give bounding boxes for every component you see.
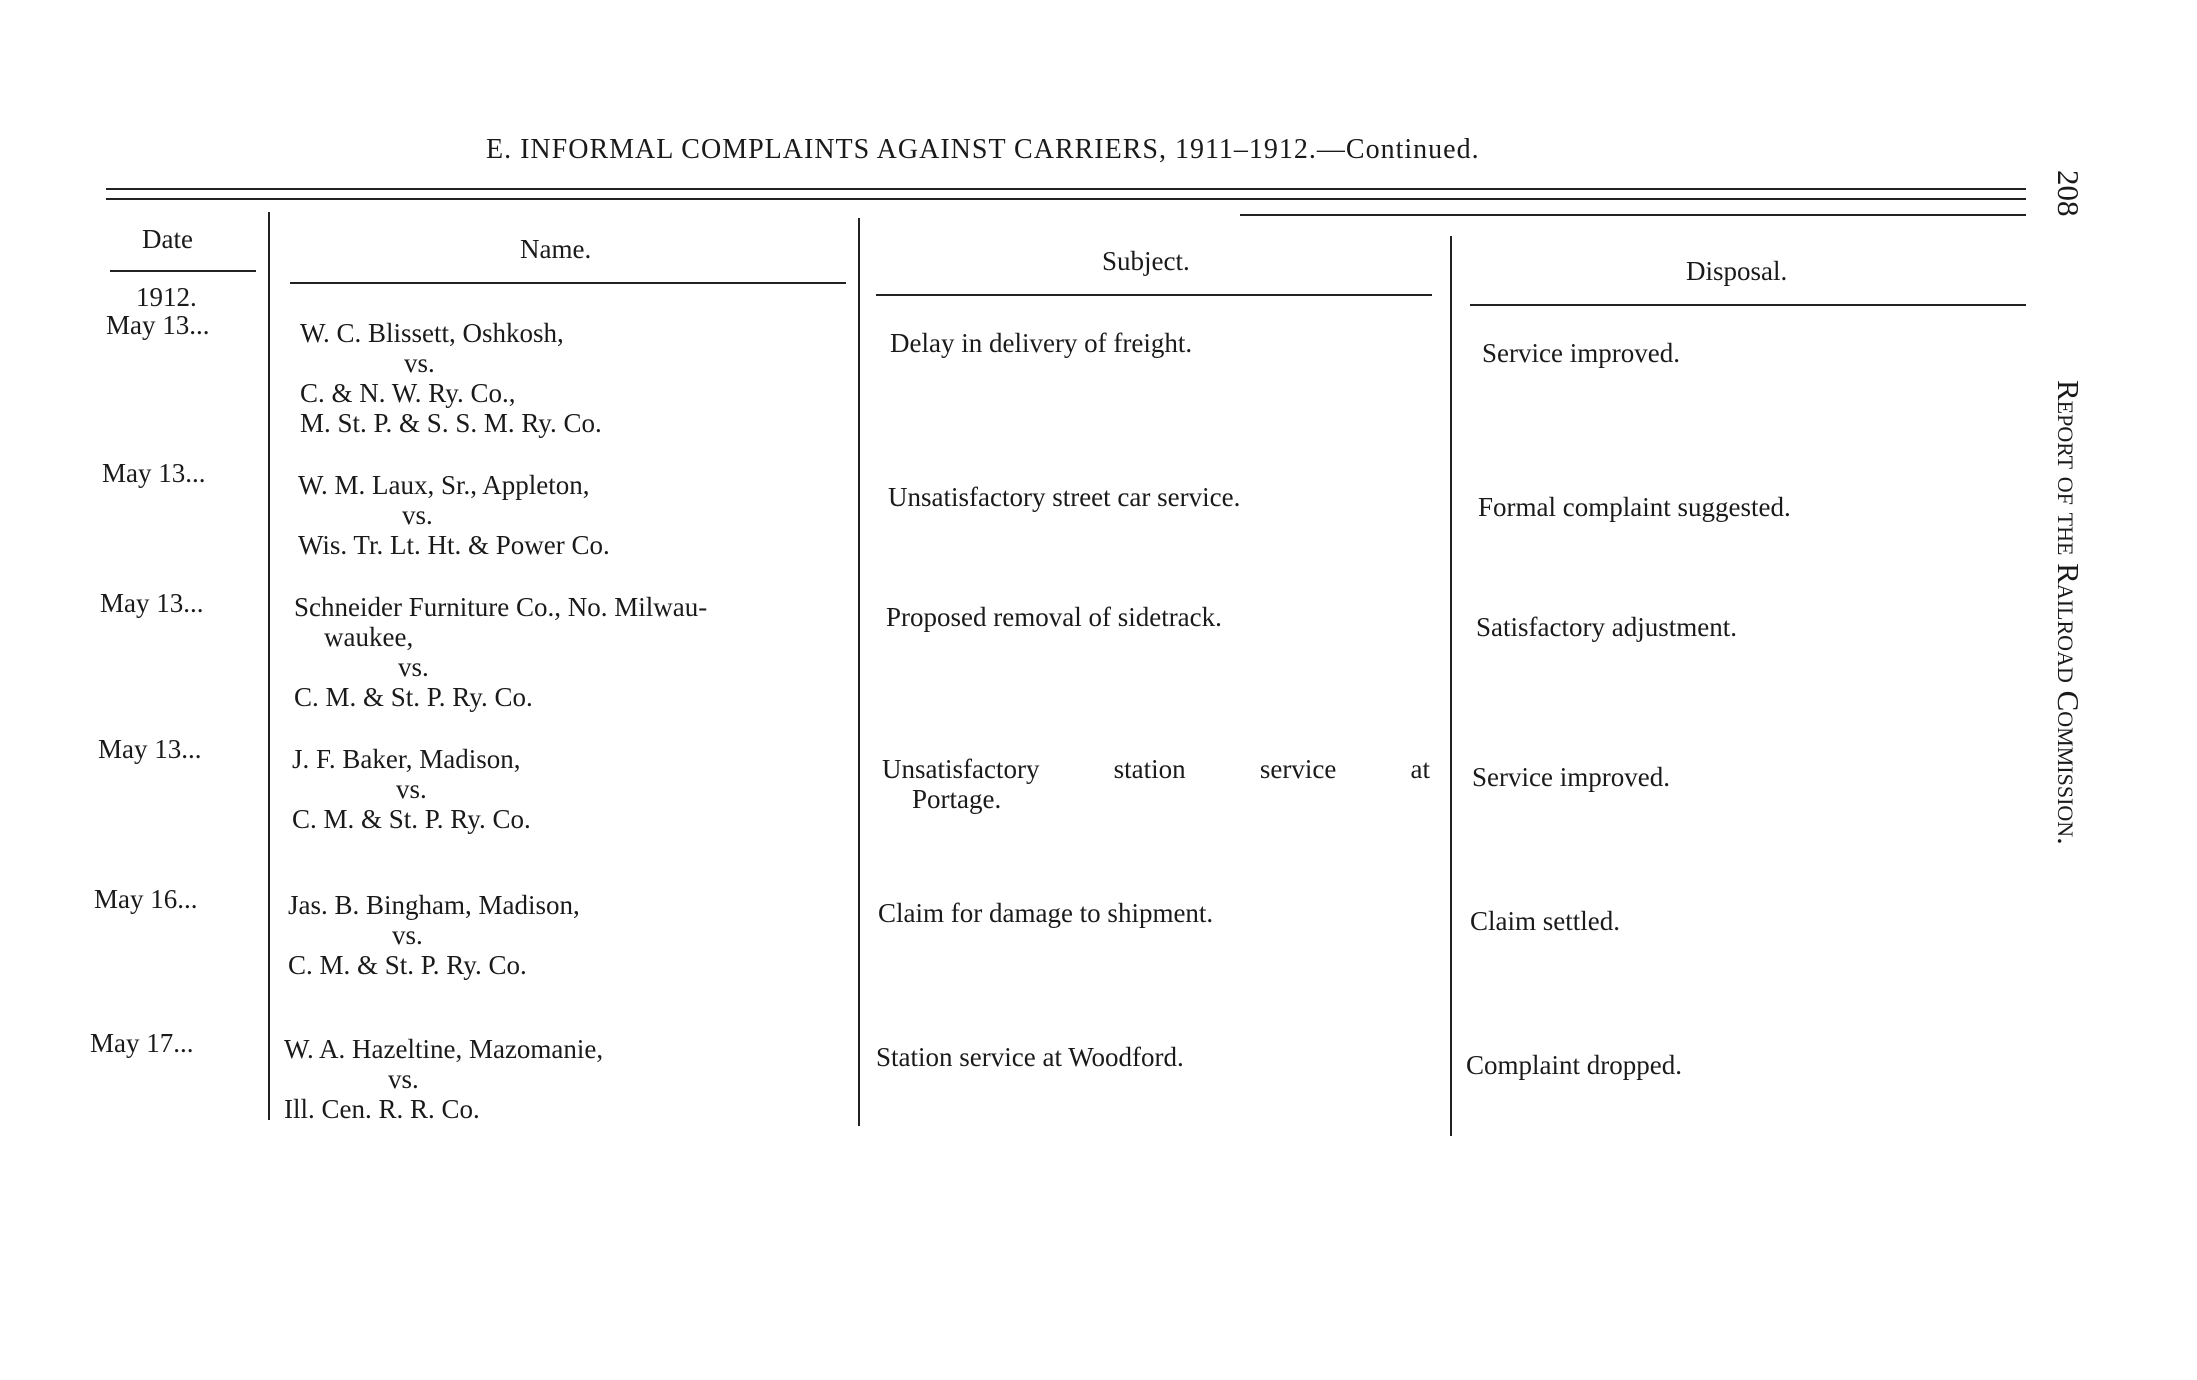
row-6-name: W. A. Hazeltine, Mazomanie, vs. Ill. Cen. R. R. Co. (284, 1034, 604, 1124)
table-title: E. INFORMAL COMPLAINTS AGAINST CARRIERS, 1911–1912.—Continued. (486, 134, 1480, 165)
row-4-subject: Unsatisfactory station service at Portage. (882, 754, 1430, 814)
row-6-subject: Station service at Woodford. (876, 1042, 1184, 1072)
row-6-disposal: Complaint dropped. (1466, 1050, 1682, 1080)
top-rule-1 (106, 188, 2026, 190)
row-5-name: Jas. B. Bingham, Madison, vs. C. M. & St. P. Ry. Co. (288, 890, 580, 980)
row-2-subject: Unsatisfactory street car service. (888, 482, 1241, 512)
column-divider-date (268, 212, 270, 1120)
page-number: 208 (2051, 170, 2086, 217)
row-2-date: May 13... (102, 458, 206, 488)
row-1-subject: Delay in delivery of freight. (890, 328, 1193, 358)
header-name-underline (290, 282, 846, 284)
year-label: 1912. (136, 282, 197, 312)
header-subject-underline (876, 294, 1432, 296)
row-1-date: May 13... (106, 310, 210, 340)
row-2-name: W. M. Laux, Sr., Appleton, vs. Wis. Tr. Lt. Ht. & Power Co. (298, 470, 610, 560)
row-3-date: May 13... (100, 588, 204, 618)
column-divider-name (858, 218, 860, 1126)
top-rule-3 (1240, 214, 2026, 216)
header-disposal: Disposal. (1686, 256, 1788, 286)
row-4-name: J. F. Baker, Madison, vs. C. M. & St. P. Ry. Co. (292, 744, 531, 834)
header-name: Name. (520, 234, 592, 264)
row-6-date: May 17... (90, 1028, 194, 1058)
row-5-disposal: Claim settled. (1470, 906, 1620, 936)
row-1-name: W. C. Blissett, Oshkosh, vs. C. & N. W. Ry. Co., M. St. P. & S. S. M. Ry. Co. (300, 318, 602, 438)
header-disposal-underline (1470, 304, 2026, 306)
column-divider-subject (1450, 236, 1452, 1136)
header-date: Date (142, 224, 193, 254)
row-3-disposal: Satisfactory adjustment. (1476, 612, 1737, 642)
row-3-subject: Proposed removal of sidetrack. (886, 602, 1222, 632)
header-subject: Subject. (1102, 246, 1190, 276)
row-2-disposal: Formal complaint suggested. (1478, 492, 1791, 522)
row-3-name: Schneider Furniture Co., No. Milwau- waukee, vs. C. M. & St. P. Ry. Co. (294, 592, 708, 712)
row-5-subject: Claim for damage to shipment. (878, 898, 1214, 928)
header-date-underline (110, 270, 256, 272)
running-title: Report of the Railroad Commission. (2051, 380, 2086, 845)
row-5-date: May 16... (94, 884, 198, 914)
row-4-disposal: Service improved. (1472, 762, 1670, 792)
top-rule-2 (106, 198, 2026, 200)
row-4-date: May 13... (98, 734, 202, 764)
row-1-disposal: Service improved. (1482, 338, 1680, 368)
